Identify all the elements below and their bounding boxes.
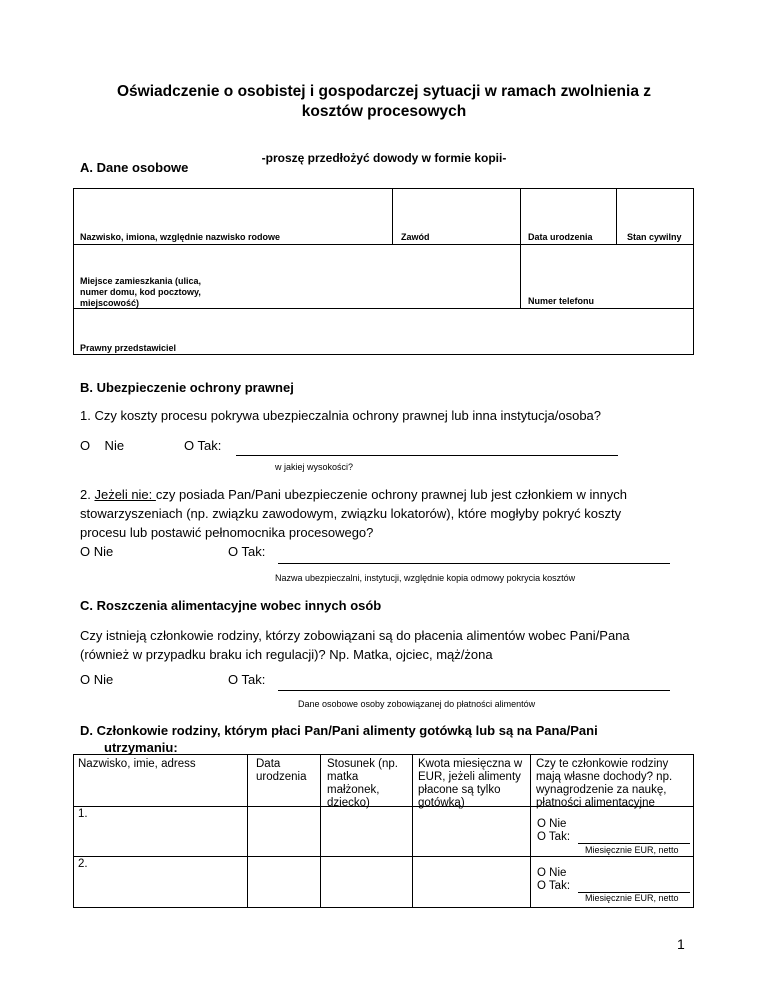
- column-header-birthdate: Data urodzenia: [256, 758, 307, 783]
- table-divider: [530, 754, 531, 908]
- question-b2: [80, 485, 627, 542]
- row-radio-yes[interactable]: O Tak:: [537, 831, 571, 843]
- label-address-line: Miejsce zamieszkania (ulica,: [80, 276, 202, 286]
- row-number: 1.: [78, 808, 88, 820]
- answer-line: [236, 455, 618, 456]
- label-address: [80, 276, 201, 309]
- table-divider: [73, 856, 694, 857]
- row-hint: Miesięcznie EUR, netto: [585, 845, 679, 855]
- question-b2-line: procesu lub postawić pełnomocnika procesowego?: [80, 525, 374, 540]
- section-b-heading: B. Ubezpieczenie ochrony prawnej: [80, 380, 294, 395]
- label-birthdate: Data urodzenia: [528, 232, 593, 242]
- radio-b2-no[interactable]: O Nie: [80, 544, 114, 559]
- table-divider: [412, 754, 413, 908]
- table-divider: [73, 244, 694, 245]
- question-b2-condition: Jeżeli nie:: [94, 487, 156, 502]
- table-divider: [392, 188, 393, 244]
- radio-b1-yes[interactable]: O Tak:: [184, 438, 222, 453]
- column-header-relation: Stosunek (np. matka małżonek, dziecko): [327, 758, 398, 809]
- table-divider: [320, 754, 321, 908]
- column-header-amount: Kwota miesięczna w EUR, jeżeli alimenty płacone są tylko gotówką): [418, 758, 523, 809]
- label-phone: Numer telefonu: [528, 296, 595, 306]
- page-number: 1: [677, 936, 685, 952]
- label-civil-status: Stan cywilny: [627, 232, 682, 242]
- section-d-heading: [80, 722, 598, 756]
- radio-b2-yes[interactable]: O Tak:: [228, 544, 266, 559]
- label-address-line: numer domu, kod pocztowy,: [80, 287, 201, 297]
- answer-line: [278, 563, 670, 564]
- question-b2-text: czy posiada Pan/Pani ubezpieczenie ochrony prawnej lub jest członkiem w innych: [155, 487, 628, 502]
- table-divider: [520, 188, 521, 308]
- section-c-heading: C. Roszczenia alimentacyjne wobec innych osób: [80, 598, 382, 613]
- section-a-heading: A. Dane osobowe: [80, 160, 189, 175]
- answer-line: [578, 843, 690, 844]
- row-radio-yes[interactable]: O Tak:: [537, 880, 571, 892]
- section-d-heading-line: D. Członkowie rodziny, którym płaci Pan/Pani alimenty gotówką lub są na Pana/Pani: [80, 723, 598, 738]
- personal-data-table: [73, 188, 694, 355]
- column-header-name: Nazwisko, imie, adress: [78, 758, 196, 770]
- label-name: Nazwisko, imiona, względnie nazwisko rodowe: [80, 232, 281, 242]
- question-b2-prefix: 2.: [80, 487, 95, 502]
- section-d-heading-line: utrzymaniu:: [104, 740, 178, 755]
- document-title: [0, 82, 768, 122]
- table-divider: [616, 188, 617, 244]
- row-number: 2.: [78, 858, 88, 870]
- question-b2-line: [80, 485, 627, 504]
- radio-c-yes[interactable]: O Tak:: [228, 672, 266, 687]
- row-radio-no[interactable]: O Nie: [537, 818, 567, 830]
- hint-b1: w jakiej wysokości?: [275, 462, 354, 472]
- answer-line: [278, 690, 670, 691]
- label-legal-representative: Prawny przedstawiciel: [80, 343, 177, 353]
- table-divider: [247, 754, 248, 908]
- question-c-line: Czy istnieją członkowie rodziny, którzy zobowiązani są do płacenia alimentów wobec Pani/Pana: [80, 628, 630, 643]
- question-b2-line: stowarzyszeniach (np. związku zawodowym, związku lokatorów), które mogłyby pokryć koszty: [80, 506, 622, 521]
- radio-c-no[interactable]: O Nie: [80, 672, 114, 687]
- question-b1: 1. Czy koszty procesu pokrywa ubezpieczalnia ochrony prawnej lub inna instytucja/osoba?: [80, 408, 602, 423]
- label-address-line: miejscowość): [80, 298, 140, 308]
- title-line-1: Oświadczenie o osobistej i gospodarczej sytuacji w ramach zwolnienia z: [116, 83, 652, 100]
- question-c: [80, 626, 630, 664]
- row-radio-no[interactable]: O Nie: [537, 867, 567, 879]
- row-hint: Miesięcznie EUR, netto: [585, 893, 679, 903]
- hint-c: Dane osobowe osoby zobowiązanej do płatności alimentów: [298, 699, 536, 709]
- question-c-line: (również w przypadku braku ich regulacji)? Np. Matka, ojciec, mąż/żona: [80, 647, 493, 662]
- label-occupation: Zawód: [401, 232, 430, 242]
- column-header-income: Czy te członkowie rodziny mają własne dochody? np. wynagrodzenie za naukę, płatności alimentacyjne: [536, 758, 673, 809]
- subtitle: -proszę przedłożyć dowody w formie kopii-: [261, 151, 507, 165]
- radio-b1-no[interactable]: O Nie: [80, 438, 125, 453]
- hint-b2: Nazwa ubezpieczalni, instytucji, względnie kopia odmowy pokrycia kosztów: [275, 573, 576, 583]
- title-line-2: kosztów procesowych: [301, 103, 467, 120]
